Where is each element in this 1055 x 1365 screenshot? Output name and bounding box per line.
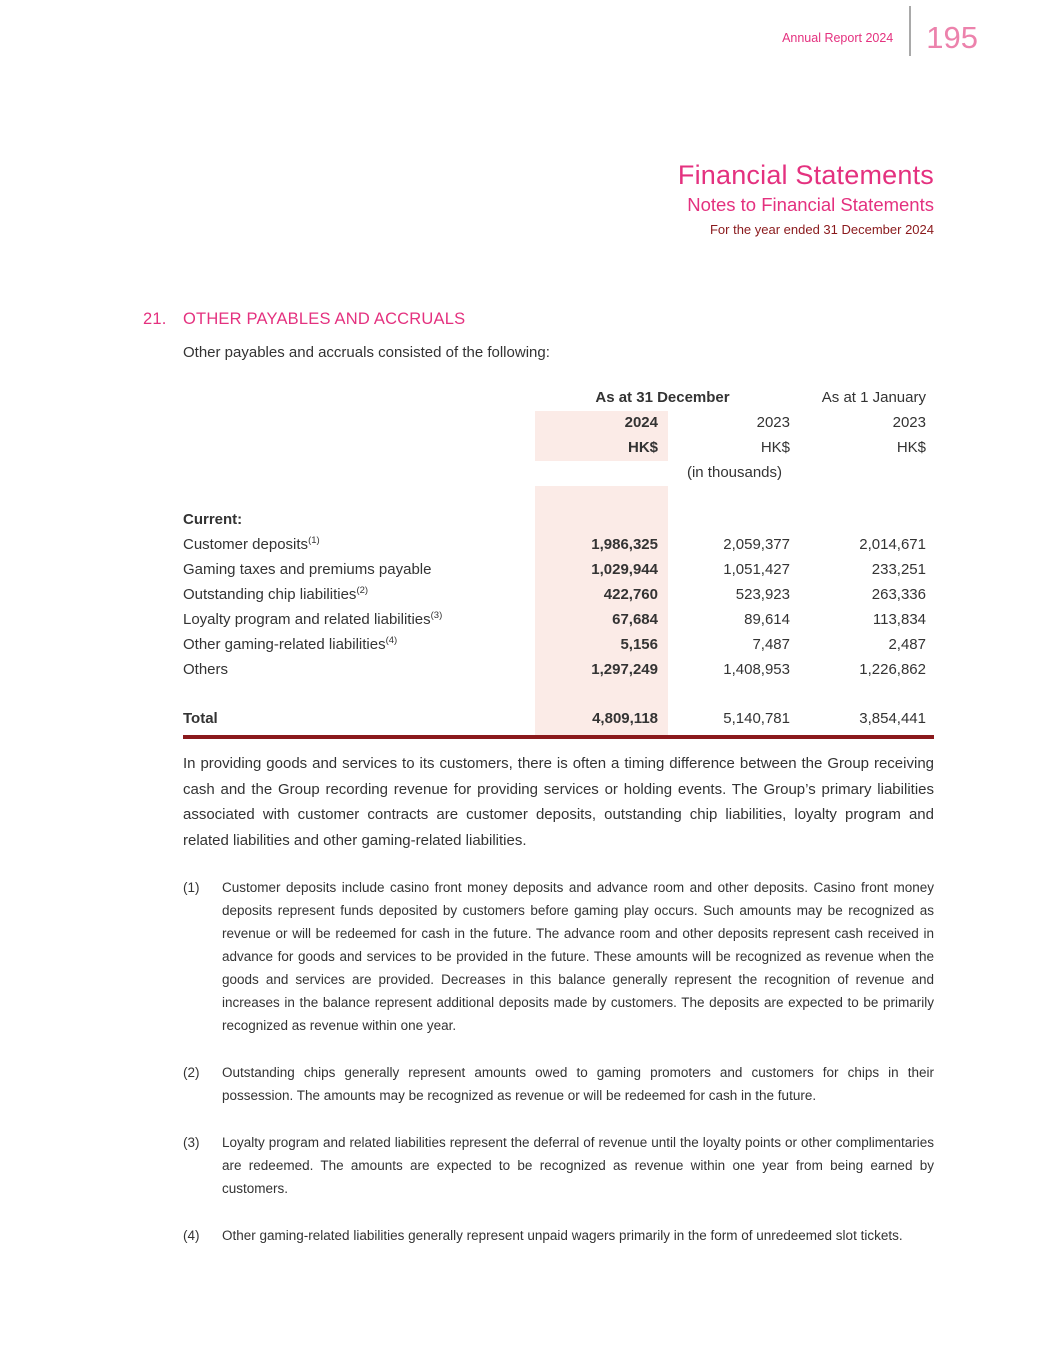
footnote-4 bbox=[183, 1224, 934, 1247]
table-row bbox=[183, 533, 934, 558]
year-2023-dec: 2023 bbox=[756, 414, 790, 431]
section-intro: Other payables and accruals consisted of the following: bbox=[183, 344, 550, 361]
section-title: OTHER PAYABLES AND ACCRUALS bbox=[183, 310, 466, 328]
year-2023-jan: 2023 bbox=[892, 414, 926, 431]
footnote-ref: (2) bbox=[356, 585, 369, 596]
table-year-row bbox=[183, 411, 934, 436]
footnote-text: Other gaming-related liabilities generally represent unpaid wagers primarily in the form of unredeemed slot tickets. bbox=[222, 1228, 903, 1243]
footnote-3 bbox=[183, 1131, 934, 1200]
section-heading bbox=[143, 310, 465, 329]
footnote-2 bbox=[183, 1061, 934, 1107]
value-2023-dec: 7,487 bbox=[752, 636, 790, 653]
total-2024: 4,809,118 bbox=[535, 707, 668, 737]
document-subtitle: Notes to Financial Statements bbox=[687, 194, 934, 215]
report-label: Annual Report 2024 bbox=[782, 31, 894, 45]
current-label: Current: bbox=[183, 511, 243, 528]
table-row bbox=[183, 633, 934, 658]
currency-2024: HK$ bbox=[535, 436, 668, 461]
document-title: Financial Statements bbox=[677, 160, 934, 190]
payables-table bbox=[183, 386, 934, 739]
explanatory-paragraph: In providing goods and services to its customers, there is often a timing difference between the Group receiving cash and the Group recording revenue for providing services or holding events. The Group’s primary liabilities associated with customer contracts are customer deposits, outstanding chip liabilities, loyalty program and related liabilities and other gaming-related liabilities. bbox=[183, 755, 934, 849]
footnote-number: (2) bbox=[183, 1065, 200, 1080]
footnote-1 bbox=[183, 876, 934, 1037]
group-header-january: As at 1 January bbox=[821, 389, 926, 406]
total-label: Total bbox=[183, 707, 535, 737]
table-spacer-row bbox=[183, 683, 934, 707]
footnote-number: (3) bbox=[183, 1135, 200, 1150]
table-row bbox=[183, 583, 934, 608]
value-2023-dec: 1,051,427 bbox=[723, 561, 790, 578]
footnote-ref: (3) bbox=[430, 610, 443, 621]
group-header-december: As at 31 December bbox=[595, 389, 730, 406]
value-2023-jan: 2,487 bbox=[888, 636, 926, 653]
value-2024: 422,760 bbox=[535, 583, 668, 608]
value-2024: 1,297,249 bbox=[535, 658, 668, 683]
section-number: 21. bbox=[143, 310, 167, 328]
value-2023-dec: 89,614 bbox=[744, 611, 790, 628]
value-2023-dec: 2,059,377 bbox=[723, 536, 790, 553]
currency-2023-jan: HK$ bbox=[896, 439, 926, 456]
table-total-row bbox=[183, 707, 934, 737]
table-group-header-row bbox=[183, 386, 934, 411]
currency-2023-dec: HK$ bbox=[760, 439, 790, 456]
value-2024: 5,156 bbox=[535, 633, 668, 658]
table-section-row bbox=[183, 508, 934, 533]
row-label: Outstanding chip liabilities$^{(2)}$ bbox=[183, 585, 369, 603]
total-2023-dec: 5,140,781 bbox=[668, 707, 790, 737]
year-2024: 2024 bbox=[535, 411, 668, 436]
table-row bbox=[183, 658, 934, 683]
table-row bbox=[183, 558, 934, 583]
value-2024: 1,986,325 bbox=[535, 533, 668, 558]
table-row bbox=[183, 608, 934, 633]
header-divider bbox=[909, 6, 911, 56]
value-2024: 1,029,944 bbox=[535, 558, 668, 583]
table-spacer-row bbox=[183, 486, 934, 508]
footnote-ref: (4) bbox=[385, 635, 398, 646]
running-header bbox=[782, 6, 978, 56]
page-number: 195 bbox=[926, 20, 978, 55]
value-2023-jan: 263,336 bbox=[871, 586, 926, 603]
value-2023-dec: 1,408,953 bbox=[723, 661, 790, 678]
total-2023-jan: 3,854,441 bbox=[790, 707, 934, 737]
table-units-row bbox=[183, 461, 934, 486]
table-currency-row bbox=[183, 436, 934, 461]
value-2023-jan: 233,251 bbox=[871, 561, 926, 578]
footnote-ref: (1) bbox=[308, 535, 320, 546]
value-2023-jan: 113,834 bbox=[872, 611, 926, 628]
row-label: Customer deposits$^{(1)}$ bbox=[183, 535, 320, 553]
footnote-number: (4) bbox=[183, 1228, 200, 1243]
value-2023-dec: 523,923 bbox=[735, 586, 790, 603]
value-2023-jan: 2,014,671 bbox=[859, 536, 926, 553]
row-label: Loyalty program and related liabilities$^{(3)}$ bbox=[183, 610, 443, 628]
footnote-text: Loyalty program and related liabilities represent the deferral of revenue until the loyalty points or other complimentaries are redeemed. The amounts are expected to be recognized as revenue within one year from being earned by customers. bbox=[222, 1135, 934, 1196]
footnote-text: Customer deposits include casino front money deposits and advance room and other deposits. Casino front money deposits represent funds deposited by customers before gaming play occurs. Such amounts may be recognized as revenue or will be redeemed for cash in the future. The advance room and other deposits represent cash received in advance for goods and services to be provided in the future. These amounts will be recognized as revenue when the goods and services are provided. Decreases in this balance generally represent the recognition of revenue and increases in the balance represent additional deposits made by customers. The deposits are expected to be primarily recognized as revenue within one year. bbox=[222, 880, 934, 1033]
footnote-text: Outstanding chips generally represent amounts owed to gaming promoters and customers for chips in their possession. The amounts may be recognized as revenue or will be redeemed for cash in the future. bbox=[222, 1065, 934, 1103]
row-label: Gaming taxes and premiums payable bbox=[183, 561, 432, 578]
value-2024: 67,684 bbox=[535, 608, 668, 633]
title-block bbox=[678, 160, 934, 237]
footnote-number: (1) bbox=[183, 880, 200, 895]
period-line: For the year ended 31 December 2024 bbox=[709, 222, 934, 237]
footnotes bbox=[183, 876, 934, 1271]
value-2023-jan: 1,226,862 bbox=[859, 661, 926, 678]
row-label: Others bbox=[183, 661, 229, 678]
row-label: Other gaming-related liabilities$^{(4)}$ bbox=[183, 635, 398, 653]
units-note: (in thousands) bbox=[686, 464, 783, 481]
